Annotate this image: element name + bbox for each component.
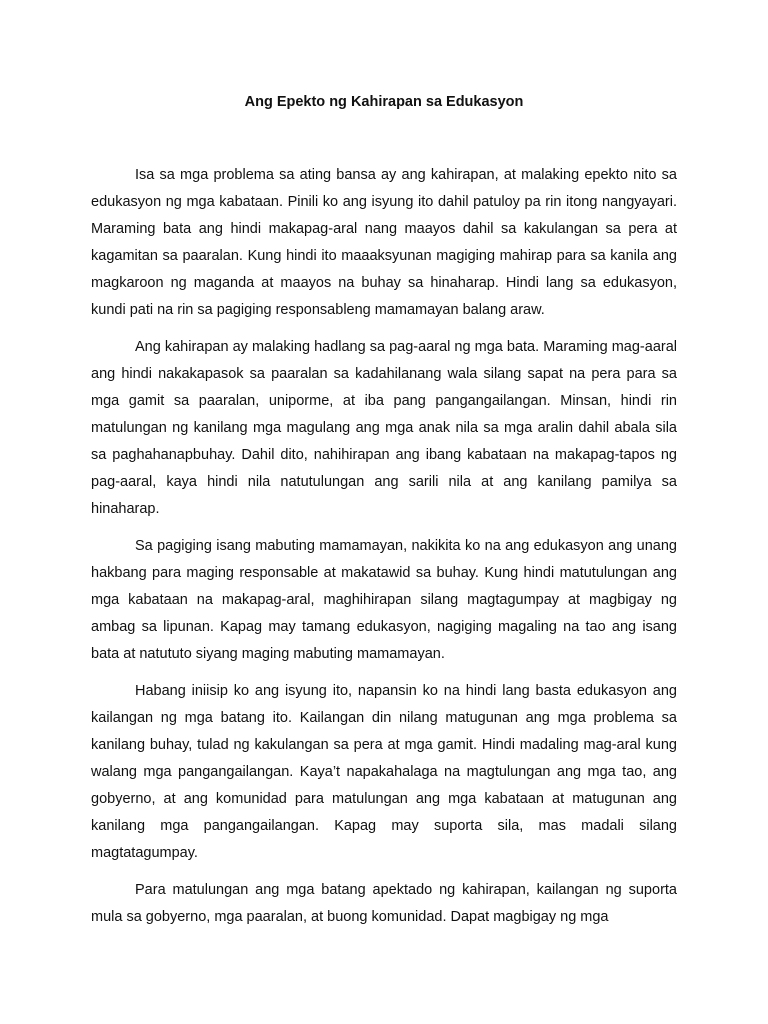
document-title: Ang Epekto ng Kahirapan sa Edukasyon [244, 94, 524, 110]
paragraph-5: Para matulungan ang mga batang apektado ng kahirapan, kailangan ng suporta mula sa gobyerno, mga paaralan, at buong komunidad. Dapat magbigay ng mga [91, 882, 677, 925]
paragraph-1: Isa sa mga problema sa ating bansa ay ang kahirapan, at malaking epekto nito sa edukasyon ng mga kabataan. Pinili ko ang isyung ito dahil patuloy pa rin itong nangyayari. Maraming bata ang hindi makapag-aral nang maayos dahil sa kakulangan sa pera at kagamitan sa paaralan. Kung hindi ito maaaksyunan magiging mahirap para sa kanila ang magkaroon ng maganda at maayos na buhay sa hinaharap. Hindi lang sa edukasyon, kundi pati na rin sa pagiging responsableng mamamayan balang araw. [91, 167, 677, 318]
document-body [91, 162, 677, 941]
paragraph-2: Ang kahirapan ay malaking hadlang sa pag-aaral ng mga bata. Maraming mag-aaral ang hindi nakakapasok sa paaralan sa kadahilanang wala silang sapat na pera para sa mga gamit sa paaralan, uniporme, at iba pang pangangailangan. Minsan, hindi rin matulungan ng kanilang mga magulang ang mga anak nila sa mga aralin dahil abala sila sa paghahanapbuhay. Dahil dito, nahihirapan ang ibang kabataan na makapag-tapos ng pag-aaral, kaya hindi nila natutulungan ang sarili nila at ang kanilang pamilya sa hinaharap. [91, 339, 677, 517]
paragraph-3: Sa pagiging isang mabuting mamamayan, nakikita ko na ang edukasyon ang unang hakbang para maging responsable at makatawid sa buhay. Kung hindi matutulungan ang mga kabataan na makapag-aral, maghihirapan silang magtagumpay at magbigay ng ambag sa lipunan. Kapag may tamang edukasyon, nagiging magaling na tao ang isang bata at natututo siyang maging mabuting mamamayan. [91, 538, 677, 662]
paragraph-4: Habang iniisip ko ang isyung ito, napansin ko na hindi lang basta edukasyon ang kailangan ng mga batang ito. Kailangan din nilang matugunan ang mga problema sa kanilang buhay, tulad ng kakulangan sa pera at mga gamit. Hindi madaling mag-aral kung walang mga pangangailangan. Kaya’t napakahalaga na magtulungan ang mga tao, ang gobyerno, at ang komunidad para matulungan ang mga kabataan at matugunan ang kanilang mga pangangailangan. Kapag may suporta sila, mas madali silang magtatagumpay. [91, 683, 677, 861]
